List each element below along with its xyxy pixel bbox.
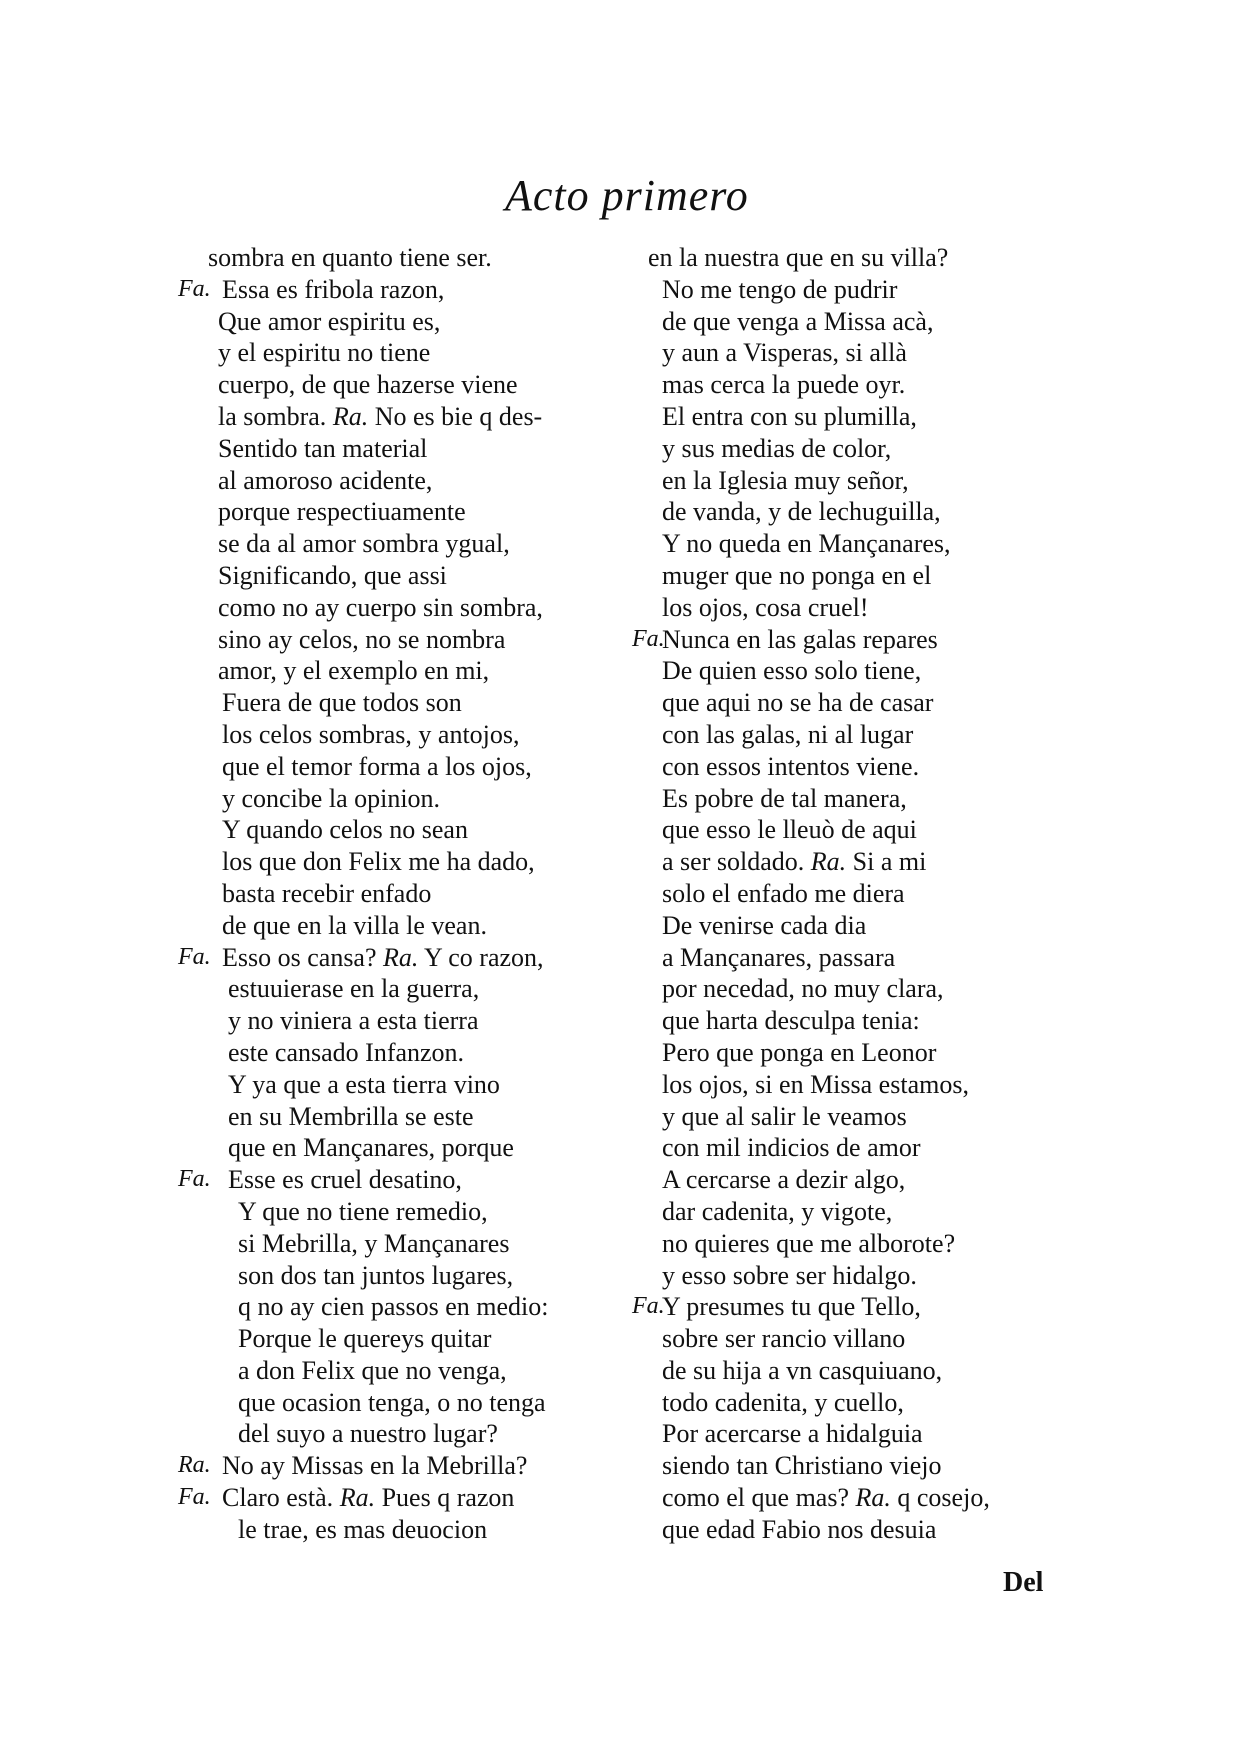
verse-text-main: cuerpo, de que hazerse viene (218, 370, 518, 400)
verse-text-main: los ojos, si en Missa estamos, (662, 1069, 969, 1099)
verse-text-main: Esso os cansa? (222, 942, 377, 972)
verse-text (222, 910, 487, 942)
verse-text-main: que aqui no se ha de casar (662, 688, 934, 718)
speaker-label-inline: Ra. (383, 942, 419, 972)
catchword: Del (1003, 1567, 1044, 1598)
verse-text (218, 528, 510, 560)
verse-text (662, 1323, 905, 1355)
verse-text-main: en la nuestra que en su villa? (648, 243, 949, 272)
verse-text (662, 1069, 969, 1101)
verse-text (662, 560, 931, 592)
verse-text-main: Nunca en las galas repares (662, 624, 938, 654)
verse-text-main: De venirse cada dia (662, 910, 867, 940)
verse-text (228, 1037, 464, 1069)
verse-text (222, 751, 532, 783)
speaker-label: Fa. (632, 625, 665, 652)
verse-text (228, 1069, 500, 1101)
verse-text (662, 1450, 941, 1482)
verse-text-main: y no viniera a esta tierra (228, 1006, 479, 1036)
verse-text (662, 401, 917, 433)
verse-text-main: Que amor espiritu es, (218, 306, 441, 336)
verse-text-main: y esso sobre ser hidalgo. (662, 1260, 917, 1290)
verse-text-main: son dos tan juntos lugares, (238, 1260, 514, 1290)
verse-text-main: El entra con su plumilla, (662, 401, 917, 431)
verse-text (238, 1387, 546, 1419)
verse-text-after: Y co razon, (423, 942, 544, 972)
verse-text-main: Essa es fribola razon, (222, 274, 445, 304)
verse-text-main: Y quando celos no sean (222, 815, 468, 845)
verse-text-main: A cercarse a dezir algo, (662, 1165, 906, 1195)
verse-text-main: mas cerca la puede oyr. (662, 370, 906, 400)
verse-text-main: que harta desculpa tenia: (662, 1006, 920, 1036)
verse-text-main: Esse es cruel desatino, (228, 1165, 462, 1195)
verse-text-main: basta recebir enfado (222, 878, 432, 908)
verse-text (238, 1355, 507, 1387)
verse-text-main: q no ay cien passos en medio: (238, 1292, 549, 1322)
verse-text-main: con essos intentos viene. (662, 751, 920, 781)
verse-text (222, 783, 440, 815)
verse-text (662, 528, 951, 560)
verse-text (662, 1164, 905, 1196)
verse-text (662, 814, 917, 846)
verse-text-main: se da al amor sombra ygual, (218, 529, 510, 559)
verse-text (238, 1323, 491, 1355)
verse-text (218, 369, 518, 401)
verse-text (218, 306, 440, 338)
verse-text-main: que en Mançanares, porque (228, 1133, 514, 1163)
verse-text-main: si Mebrilla, y Mançanares (238, 1228, 510, 1258)
speaker-label: Fa. (178, 275, 211, 302)
verse-text-main: que ocasion tenga, o no tenga (238, 1387, 546, 1417)
verse-text (218, 496, 466, 528)
verse-text-main: y sus medias de color, (662, 433, 892, 463)
verse-text (222, 1482, 514, 1514)
verse-text (662, 1228, 955, 1260)
verse-text (662, 1355, 942, 1387)
verse-text-main: y concibe la opinion. (222, 783, 441, 813)
verse-text (662, 1132, 921, 1164)
verse-text (662, 1482, 990, 1514)
verse-text-main: solo el enfado me diera (662, 878, 905, 908)
verse-text (662, 751, 919, 783)
verse-text-main: todo cadenita, y cuello, (662, 1387, 904, 1417)
verse-text-main: No me tengo de pudrir (662, 274, 898, 304)
verse-text-main: con las galas, ni al lugar (662, 719, 914, 749)
verse-text (222, 942, 544, 974)
verse-text (662, 496, 941, 528)
verse-text (662, 1005, 920, 1037)
verse-text-main: amor, y el exemplo en mi, (218, 656, 490, 686)
verse-text (218, 337, 430, 369)
verse-text-main: los celos sombras, y antojos, (222, 719, 520, 749)
verse-text-main: al amoroso acidente, (218, 465, 433, 495)
verse-text (662, 719, 913, 751)
verse-text (662, 942, 895, 974)
verse-text-main: a don Felix que no venga, (238, 1355, 507, 1385)
verse-text-main: Y que no tiene remedio, (238, 1196, 488, 1226)
verse-text (208, 242, 492, 274)
verse-text-main: y aun a Visperas, si allà (662, 338, 907, 368)
verse-text (222, 846, 535, 878)
verse-text (662, 1514, 936, 1546)
verse-text-after: Pues q razon (381, 1483, 515, 1513)
verse-text-main: que esso le lleuò de aqui (662, 815, 917, 845)
verse-text-main: Claro està. (222, 1483, 334, 1513)
verse-text (662, 878, 905, 910)
verse-text-main: sombra en quanto tiene ser. (208, 243, 492, 272)
verse-text (238, 1418, 498, 1450)
verse-text-main: que edad Fabio nos desuia (662, 1514, 937, 1544)
verse-text (662, 433, 891, 465)
verse-text-main: Y presumes tu que Tello, (662, 1292, 921, 1322)
verse-text-main: No ay Missas en la Mebrilla? (222, 1451, 528, 1481)
verse-text (222, 878, 431, 910)
verse-text-main: estuuierase en la guerra, (228, 974, 480, 1004)
verse-text (238, 1514, 487, 1546)
verse-text (662, 274, 897, 306)
verse-text-main: Y ya que a esta tierra vino (228, 1069, 500, 1099)
verse-text-main: a Mançanares, passara (662, 942, 896, 972)
verse-text (662, 846, 926, 878)
speaker-label: Fa. (632, 1293, 665, 1320)
verse-text-main: de vanda, y de lechuguilla, (662, 497, 941, 527)
verse-text (662, 1418, 923, 1450)
verse-text (662, 337, 907, 369)
verse-text (238, 1291, 549, 1323)
speaker-label: Fa. (178, 1484, 211, 1511)
verse-text (222, 274, 444, 306)
verse-text-main: como no ay cuerpo sin sombra, (218, 592, 543, 622)
verse-text (662, 369, 905, 401)
verse-text (228, 973, 479, 1005)
verse-text-main: dar cadenita, y vigote, (662, 1196, 893, 1226)
verse-text-main: Significando, que assi (218, 560, 447, 590)
verse-text-main: no quieres que me alborote? (662, 1228, 956, 1258)
speaker-label-inline: Ra. (810, 847, 847, 877)
verse-text-main: por necedad, no muy clara, (662, 974, 944, 1004)
verse-text (662, 973, 944, 1005)
verse-text (662, 655, 921, 687)
verse-text (662, 1387, 904, 1419)
verse-text-main: muger que no ponga en el (662, 560, 932, 590)
speaker-label-inline: Ra. (339, 1483, 376, 1513)
verse-text-main: en su Membrilla se este (228, 1101, 474, 1131)
verse-text-after: No es bie q des- (374, 401, 543, 431)
verse-text-main: en la Iglesia muy señor, (662, 465, 909, 495)
verse-text (218, 655, 489, 687)
verse-text (228, 1164, 462, 1196)
verse-text-main: de que en la villa le vean. (222, 910, 487, 940)
verse-text (662, 910, 866, 942)
verse-text-main: siendo tan Christiano viejo (662, 1451, 942, 1481)
verse-text (662, 624, 938, 656)
verse-text-main: Sentido tan material (218, 433, 428, 463)
verse-text-main: sino ay celos, no se nombra (218, 624, 506, 654)
verse-text-main: Porque le quereys quitar (238, 1324, 492, 1354)
verse-text-main: porque respectiuamente (218, 497, 466, 527)
speaker-label: Fa. (178, 943, 211, 970)
verse-text-main: este cansado Infanzon. (228, 1037, 465, 1067)
verse-text (228, 1005, 479, 1037)
speaker-label: Ra. (178, 1452, 211, 1479)
verse-text-main: de su hija a vn casquiuano, (662, 1355, 943, 1385)
verse-text (222, 814, 468, 846)
verse-text (218, 560, 447, 592)
verse-text-main: la sombra. (218, 401, 327, 431)
verse-text (648, 242, 948, 274)
verse-text (662, 1291, 921, 1323)
verse-text (218, 433, 427, 465)
verse-text (228, 1132, 514, 1164)
verse-text-main: Es pobre de tal manera, (662, 783, 907, 813)
verse-text (218, 592, 543, 624)
verse-text (222, 1450, 527, 1482)
verse-text (662, 783, 907, 815)
verse-text (662, 306, 933, 338)
verse-text-main: Y no queda en Mançanares, (662, 529, 951, 559)
verse-text-after: q cosejo, (897, 1483, 990, 1513)
verse-text-main: que el temor forma a los ojos, (222, 751, 532, 781)
verse-text-main: sobre ser rancio villano (662, 1324, 906, 1354)
running-head: Acto primero (505, 171, 749, 220)
verse-text (662, 465, 909, 497)
verse-text-main: Fuera de que todos son (222, 688, 462, 718)
verse-text-main: del suyo a nuestro lugar? (238, 1419, 498, 1449)
verse-text (238, 1228, 509, 1260)
verse-text-main: como el que mas? (662, 1483, 849, 1513)
verse-text-main: le trae, es mas deuocion (238, 1514, 488, 1544)
verse-text (238, 1196, 488, 1228)
verse-text (662, 592, 869, 624)
verse-text-main: los ojos, cosa cruel! (662, 592, 869, 622)
speaker-label-inline: Ra. (332, 401, 369, 431)
verse-text-main: con mil indicios de amor (662, 1133, 921, 1163)
verse-text (662, 1196, 892, 1228)
verse-text (662, 687, 933, 719)
verse-text (222, 687, 462, 719)
verse-text (228, 1101, 474, 1133)
verse-text-main: y que al salir le veamos (662, 1101, 907, 1131)
verse-text (218, 465, 432, 497)
speaker-label-inline: Ra. (855, 1483, 891, 1513)
verse-text-main: los que don Felix me ha dado, (222, 847, 535, 877)
verse-text (218, 401, 542, 433)
verse-text (222, 719, 520, 751)
verse-text (662, 1037, 936, 1069)
verse-text (218, 624, 505, 656)
speaker-label: Fa. (178, 1166, 211, 1193)
verse-text (238, 1260, 513, 1292)
verse-text-main: a ser soldado. (662, 847, 805, 877)
verse-text-main: de que venga a Missa acà, (662, 306, 934, 336)
verse-text-after: Si a mi (852, 847, 927, 877)
verse-text-main: Por acercarse a hidalguia (662, 1419, 923, 1449)
verse-text (662, 1260, 917, 1292)
verse-text-main: y el espiritu no tiene (218, 338, 431, 368)
verse-text (662, 1101, 907, 1133)
verse-text-main: De quien esso solo tiene, (662, 656, 922, 686)
verse-text-main: Pero que ponga en Leonor (662, 1037, 937, 1067)
